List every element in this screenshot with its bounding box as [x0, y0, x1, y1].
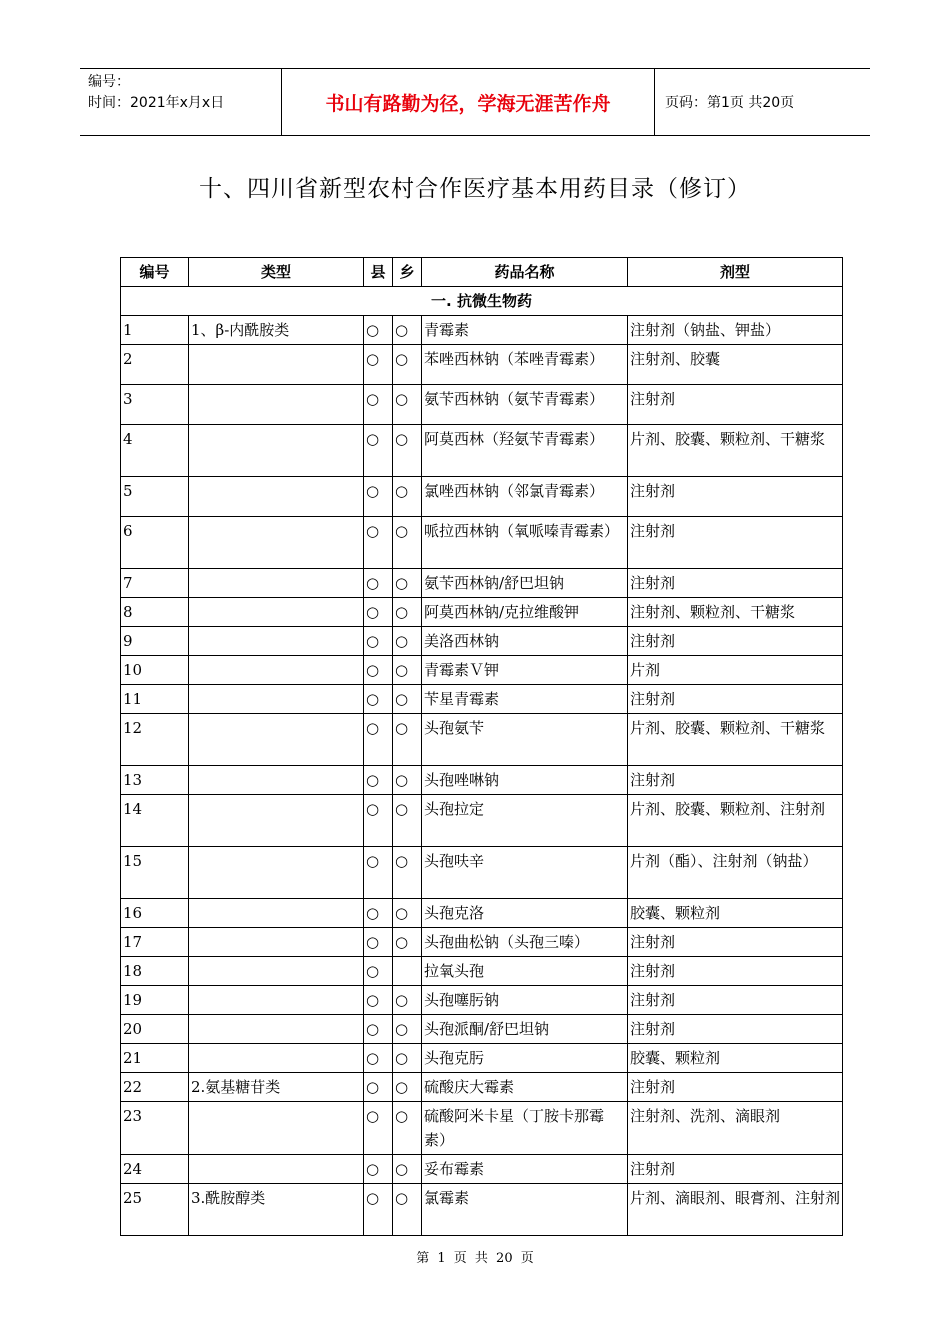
row-drug-name: 苯唑西林钠（苯唑青霉素） [422, 345, 628, 385]
table-row [121, 1102, 843, 1155]
row-number: 5 [121, 477, 189, 517]
row-number: 21 [121, 1044, 189, 1073]
row-drug-class [189, 928, 364, 957]
row-number: 19 [121, 986, 189, 1015]
row-dosage-form: 片剂、胶囊、颗粒剂、注射剂 [628, 795, 843, 847]
row-drug-class [189, 425, 364, 477]
row-county-mark: ○ [364, 795, 393, 847]
row-town-mark: ○ [393, 569, 422, 598]
row-drug-name: 头孢曲松钠（头孢三嗪） [422, 928, 628, 957]
row-town-mark: ○ [393, 517, 422, 569]
row-drug-name: 氨苄西林钠（氨苄青霉素） [422, 385, 628, 425]
row-drug-class [189, 569, 364, 598]
row-drug-class [189, 714, 364, 766]
row-drug-name: 苄星青霉素 [422, 685, 628, 714]
row-dosage-form: 注射剂 [628, 517, 843, 569]
row-dosage-form: 注射剂 [628, 477, 843, 517]
row-dosage-form: 注射剂 [628, 957, 843, 986]
column-header-drug-name: 药品名称 [422, 258, 628, 287]
row-dosage-form: 注射剂 [628, 928, 843, 957]
row-county-mark: ○ [364, 685, 393, 714]
table-row [121, 957, 843, 986]
row-drug-name: 哌拉西林钠（氧哌嗪青霉素） [422, 517, 628, 569]
row-town-mark: ○ [393, 1102, 422, 1155]
table-row [121, 1184, 843, 1236]
page-header [80, 68, 870, 136]
row-drug-name: 美洛西林钠 [422, 627, 628, 656]
row-town-mark: ○ [393, 345, 422, 385]
row-drug-class [189, 627, 364, 656]
column-header-county: 县 [364, 258, 393, 287]
row-county-mark: ○ [364, 345, 393, 385]
row-number: 3 [121, 385, 189, 425]
row-number: 7 [121, 569, 189, 598]
row-county-mark: ○ [364, 986, 393, 1015]
row-town-mark: ○ [393, 714, 422, 766]
document-time-label: 时间：2021年x月x日 [88, 95, 225, 111]
row-dosage-form: 注射剂 [628, 1155, 843, 1184]
row-dosage-form: 片剂（酯）、注射剂（钠盐） [628, 847, 843, 899]
row-county-mark: ○ [364, 569, 393, 598]
row-county-mark: ○ [364, 425, 393, 477]
row-dosage-form: 胶囊、颗粒剂 [628, 899, 843, 928]
drug-catalog-table [120, 257, 843, 1236]
row-number: 20 [121, 1015, 189, 1044]
row-drug-class [189, 986, 364, 1015]
row-county-mark: ○ [364, 957, 393, 986]
table-row [121, 316, 843, 345]
row-county-mark: ○ [364, 847, 393, 899]
row-town-mark: ○ [393, 685, 422, 714]
row-drug-name: 头孢噻肟钠 [422, 986, 628, 1015]
row-town-mark: ○ [393, 598, 422, 627]
table-row [121, 685, 843, 714]
row-number: 15 [121, 847, 189, 899]
row-town-mark: ○ [393, 986, 422, 1015]
table-row [121, 928, 843, 957]
row-town-mark: ○ [393, 1044, 422, 1073]
table-row [121, 1155, 843, 1184]
row-number: 8 [121, 598, 189, 627]
row-drug-class [189, 345, 364, 385]
row-drug-name: 头孢拉定 [422, 795, 628, 847]
header-page-info: 页码：第1页 共20页 [665, 95, 795, 111]
row-drug-class: 2.氨基糖苷类 [189, 1073, 364, 1102]
row-number: 24 [121, 1155, 189, 1184]
row-county-mark: ○ [364, 627, 393, 656]
row-drug-class [189, 1044, 364, 1073]
row-drug-class [189, 766, 364, 795]
row-town-mark: ○ [393, 385, 422, 425]
row-drug-name: 头孢克洛 [422, 899, 628, 928]
row-drug-class [189, 957, 364, 986]
row-number: 18 [121, 957, 189, 986]
row-town-mark: ○ [393, 795, 422, 847]
row-drug-class [189, 477, 364, 517]
row-drug-class [189, 656, 364, 685]
row-town-mark: ○ [393, 928, 422, 957]
header-motto: 书山有路勤为径，学海无涯苦作舟 [282, 69, 655, 135]
row-drug-class [189, 598, 364, 627]
row-number: 2 [121, 345, 189, 385]
row-dosage-form: 注射剂 [628, 986, 843, 1015]
row-dosage-form: 注射剂 [628, 1073, 843, 1102]
column-header-number: 编号 [121, 258, 189, 287]
row-county-mark: ○ [364, 1073, 393, 1102]
row-dosage-form: 注射剂 [628, 685, 843, 714]
row-drug-class [189, 795, 364, 847]
row-drug-name: 妥布霉素 [422, 1155, 628, 1184]
row-county-mark: ○ [364, 1044, 393, 1073]
row-town-mark: ○ [393, 847, 422, 899]
row-dosage-form: 注射剂 [628, 1015, 843, 1044]
row-number: 6 [121, 517, 189, 569]
row-county-mark: ○ [364, 316, 393, 345]
row-drug-name: 头孢呋辛 [422, 847, 628, 899]
row-county-mark: ○ [364, 598, 393, 627]
row-drug-class [189, 899, 364, 928]
row-town-mark: ○ [393, 766, 422, 795]
row-drug-class [189, 1102, 364, 1155]
section-row [121, 287, 843, 316]
row-drug-class: 1、β-内酰胺类 [189, 316, 364, 345]
row-number: 25 [121, 1184, 189, 1236]
row-drug-name: 阿莫西林（羟氨苄青霉素） [422, 425, 628, 477]
row-drug-name: 阿莫西林钠/克拉维酸钾 [422, 598, 628, 627]
table-row [121, 766, 843, 795]
row-dosage-form: 注射剂 [628, 385, 843, 425]
row-drug-name: 硫酸庆大霉素 [422, 1073, 628, 1102]
table-row [121, 1073, 843, 1102]
row-town-mark: ○ [393, 1073, 422, 1102]
row-drug-class [189, 1155, 364, 1184]
table-row [121, 477, 843, 517]
row-town-mark: ○ [393, 656, 422, 685]
row-drug-name: 头孢克肟 [422, 1044, 628, 1073]
table-row [121, 986, 843, 1015]
row-town-mark: ○ [393, 425, 422, 477]
table-row [121, 627, 843, 656]
row-number: 1 [121, 316, 189, 345]
table-row [121, 899, 843, 928]
column-header-dosage-form: 剂型 [628, 258, 843, 287]
table-row [121, 1044, 843, 1073]
row-dosage-form: 胶囊、颗粒剂 [628, 1044, 843, 1073]
row-county-mark: ○ [364, 1015, 393, 1044]
row-drug-class [189, 685, 364, 714]
row-drug-name: 头孢氨苄 [422, 714, 628, 766]
row-number: 17 [121, 928, 189, 957]
row-town-mark [393, 957, 422, 986]
row-town-mark: ○ [393, 1155, 422, 1184]
row-dosage-form: 注射剂、胶囊 [628, 345, 843, 385]
row-number: 22 [121, 1073, 189, 1102]
column-header-type: 类型 [189, 258, 364, 287]
row-county-mark: ○ [364, 656, 393, 685]
row-county-mark: ○ [364, 928, 393, 957]
row-drug-class: 3.酰胺醇类 [189, 1184, 364, 1236]
row-county-mark: ○ [364, 477, 393, 517]
row-dosage-form: 注射剂、颗粒剂、干糖浆 [628, 598, 843, 627]
document-title: 十、四川省新型农村合作医疗基本用药目录（修订） [199, 176, 751, 202]
row-drug-name: 拉氧头孢 [422, 957, 628, 986]
header-meta [80, 69, 282, 135]
row-dosage-form: 注射剂 [628, 569, 843, 598]
table-row [121, 656, 843, 685]
row-drug-name: 头孢派酮/舒巴坦钠 [422, 1015, 628, 1044]
row-number: 14 [121, 795, 189, 847]
column-header-town: 乡 [393, 258, 422, 287]
table-row [121, 425, 843, 477]
table-row [121, 598, 843, 627]
row-drug-name: 头孢唑啉钠 [422, 766, 628, 795]
document-number-label: 编号： [88, 74, 130, 90]
row-town-mark: ○ [393, 477, 422, 517]
row-drug-name: 氯唑西林钠（邻氯青霉素） [422, 477, 628, 517]
page-footer: 第 1 页 共 20 页 [416, 1251, 534, 1266]
row-drug-name: 氯霉素 [422, 1184, 628, 1236]
row-drug-name: 硫酸阿米卡星（丁胺卡那霉素） [422, 1102, 628, 1155]
row-number: 23 [121, 1102, 189, 1155]
row-county-mark: ○ [364, 1155, 393, 1184]
row-county-mark: ○ [364, 714, 393, 766]
table-row [121, 714, 843, 766]
table-row [121, 847, 843, 899]
row-dosage-form: 片剂 [628, 656, 843, 685]
row-dosage-form: 片剂、胶囊、颗粒剂、干糖浆 [628, 714, 843, 766]
row-town-mark: ○ [393, 1184, 422, 1236]
table-row [121, 795, 843, 847]
row-drug-class [189, 847, 364, 899]
section-title: 一. 抗微生物药 [121, 287, 843, 316]
row-drug-name: 青霉素Ｖ钾 [422, 656, 628, 685]
row-number: 16 [121, 899, 189, 928]
row-number: 12 [121, 714, 189, 766]
row-county-mark: ○ [364, 766, 393, 795]
row-number: 10 [121, 656, 189, 685]
table-header-row [121, 258, 843, 287]
row-drug-class [189, 1015, 364, 1044]
table-row [121, 569, 843, 598]
row-dosage-form: 片剂、滴眼剂、眼膏剂、注射剂 [628, 1184, 843, 1236]
row-dosage-form: 注射剂、洗剂、滴眼剂 [628, 1102, 843, 1155]
row-drug-name: 氨苄西林钠/舒巴坦钠 [422, 569, 628, 598]
table-row [121, 345, 843, 385]
row-town-mark: ○ [393, 899, 422, 928]
row-number: 9 [121, 627, 189, 656]
table-row [121, 385, 843, 425]
row-drug-name: 青霉素 [422, 316, 628, 345]
row-dosage-form: 片剂、胶囊、颗粒剂、干糖浆 [628, 425, 843, 477]
row-dosage-form: 注射剂 [628, 627, 843, 656]
row-dosage-form: 注射剂（钠盐、钾盐） [628, 316, 843, 345]
row-number: 4 [121, 425, 189, 477]
row-town-mark: ○ [393, 1015, 422, 1044]
row-number: 11 [121, 685, 189, 714]
row-dosage-form: 注射剂 [628, 766, 843, 795]
row-county-mark: ○ [364, 517, 393, 569]
row-number: 13 [121, 766, 189, 795]
row-town-mark: ○ [393, 316, 422, 345]
row-county-mark: ○ [364, 899, 393, 928]
row-town-mark: ○ [393, 627, 422, 656]
row-county-mark: ○ [364, 385, 393, 425]
row-county-mark: ○ [364, 1184, 393, 1236]
row-county-mark: ○ [364, 1102, 393, 1155]
row-drug-class [189, 517, 364, 569]
table-row [121, 517, 843, 569]
table-row [121, 1015, 843, 1044]
row-drug-class [189, 385, 364, 425]
